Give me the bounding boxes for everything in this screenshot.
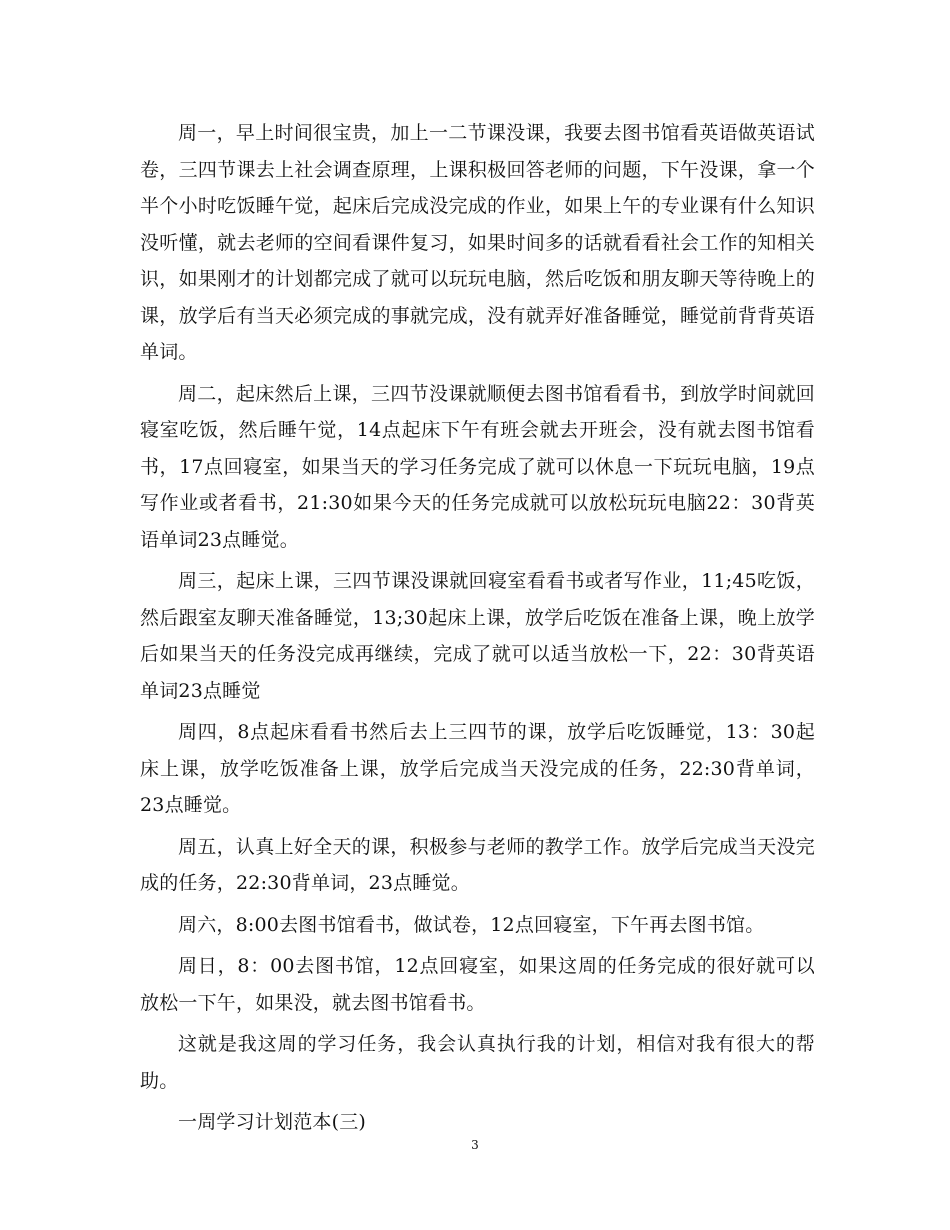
document-body xyxy=(140,115,815,1146)
paragraph-wednesday: 周三，起床上课，三四节课没课就回寝室看看书或者写作业，11;45吃饭，然后跟室友聊天准备睡觉，13;30起床上课，放学后吃饭在准备上课，晚上放学后如果当天的任务没完成再继续，完成了就可以适当放松一下，22：30背英语单词23点睡觉 xyxy=(140,570,815,702)
section-heading: 一周学习计划范本(三) xyxy=(178,1111,367,1133)
paragraph-saturday: 周六，8:00去图书馆看书，做试卷，12点回寝室，下午再去图书馆。 xyxy=(178,913,765,936)
paragraph-monday: 周一，早上时间很宝贵，加上一二节课没课，我要去图书馆看英语做英语试卷，三四节课去上社会调查原理，上课积极回答老师的问题，下午没课，拿一个半个小时吃饭睡午觉，起床后完成没完成的作业，如果上午的专业课有什么知识没听懂，就去老师的空间看课件复习，如果时间多的话就看看社会工作的知相关识，如果刚才的计划都完成了就可以玩玩电脑，然后吃饭和朋友聊天等待晚上的课，放学后有当天必须完成的事就完成，没有就弄好准备睡觉，睡觉前背背英语单词。 xyxy=(140,122,815,363)
paragraph-tuesday: 周二，起床然后上课，三四节没课就顺便去图书馆看看书，到放学时间就回寝室吃饭，然后睡午觉，14点起床下午有班会就去开班会，没有就去图书馆看书，17点回寝室，如果当天的学习任务完成了就可以休息一下玩玩电脑，19点写作业或者看书，21:30如果今天的任务完成就可以放松玩玩电脑22：30背英语单词23点睡觉。 xyxy=(140,382,815,551)
page-number: 3 xyxy=(471,1138,479,1152)
paragraph-summary: 这就是我这周的学习任务，我会认真执行我的计划，相信对我有很大的帮助。 xyxy=(140,1033,815,1092)
paragraph-sunday: 周日，8：00去图书馆，12点回寝室，如果这周的任务完成的很好就可以放松一下午，如果没，就去图书馆看书。 xyxy=(140,955,815,1014)
paragraph-thursday: 周四，8点起床看看书然后去上三四节的课，放学后吃饭睡觉，13：30起床上课，放学吃饭准备上课，放学后完成当天没完成的任务，22:30背单词，23点睡觉。 xyxy=(140,721,815,816)
paragraph-friday: 周五，认真上好全天的课，积极参与老师的教学工作。放学后完成当天没完成的任务，22:30背单词，23点睡觉。 xyxy=(140,835,815,894)
